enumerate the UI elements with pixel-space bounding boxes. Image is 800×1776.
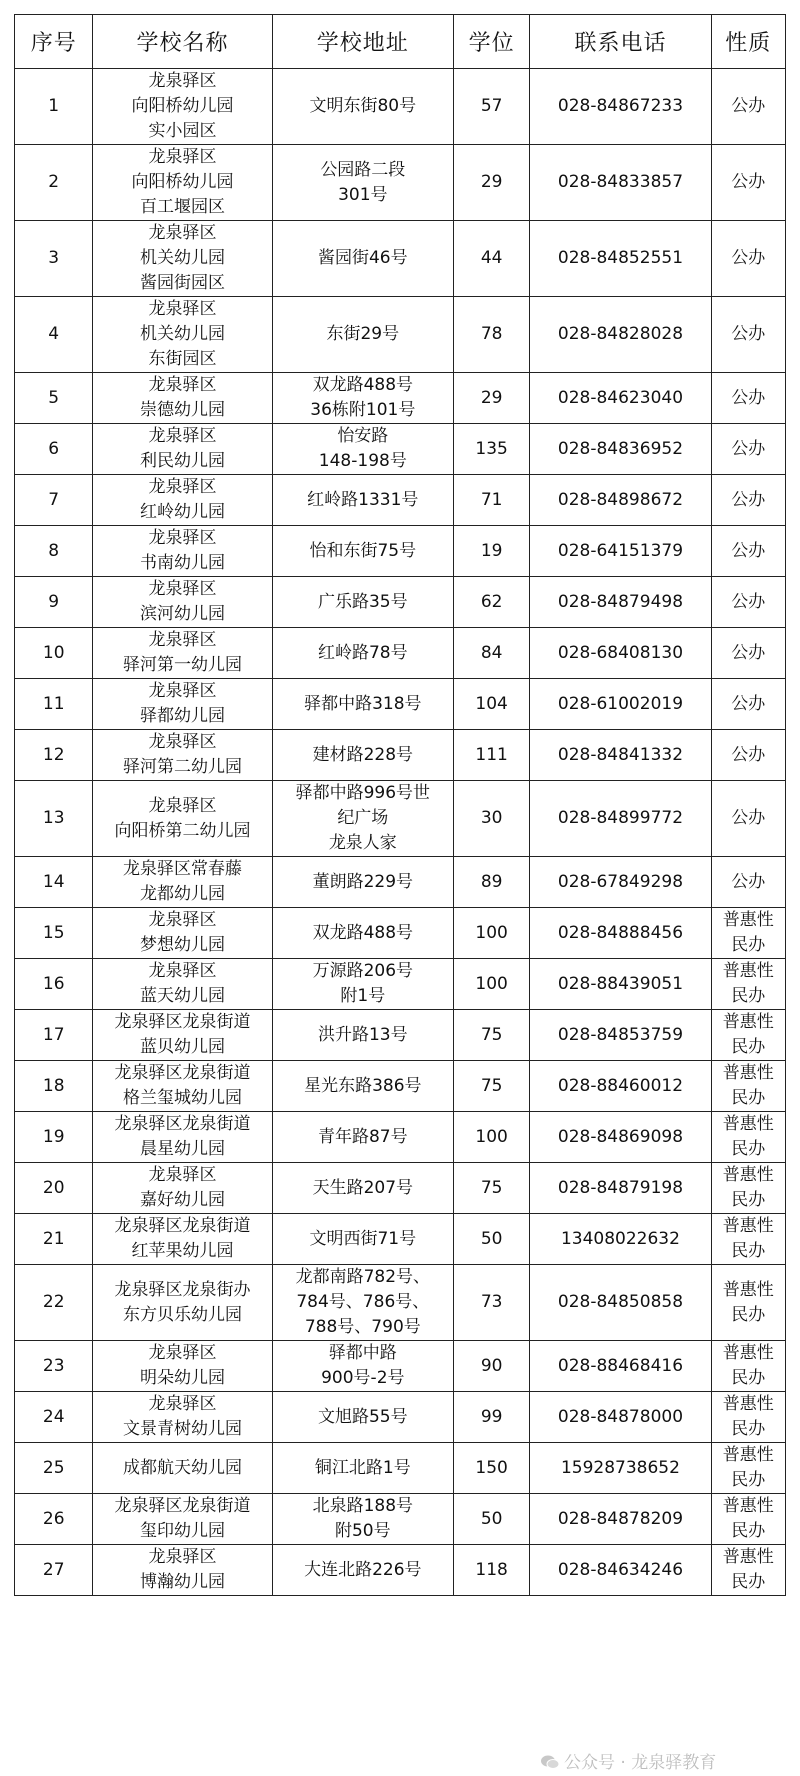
- cell-type: 公办: [711, 730, 785, 781]
- cell-type: 公办: [711, 297, 785, 373]
- cell-seats: 100: [453, 1112, 529, 1163]
- cell-phone: 028-88468416: [530, 1341, 711, 1392]
- cell-no: 5: [15, 373, 93, 424]
- cell-name: 龙泉驿区 驿都幼儿园: [93, 679, 272, 730]
- cell-name: 龙泉驿区 向阳桥幼儿园 实小园区: [93, 69, 272, 145]
- cell-type: 普惠性 民办: [711, 1494, 785, 1545]
- cell-seats: 50: [453, 1494, 529, 1545]
- cell-no: 3: [15, 221, 93, 297]
- cell-name: 龙泉驿区 嘉好幼儿园: [93, 1163, 272, 1214]
- cell-seats: 44: [453, 221, 529, 297]
- cell-no: 17: [15, 1010, 93, 1061]
- cell-phone: 15928738652: [530, 1443, 711, 1494]
- table-row: [15, 424, 786, 475]
- cell-name: 龙泉驿区 崇德幼儿园: [93, 373, 272, 424]
- cell-phone: 028-67849298: [530, 857, 711, 908]
- header-phone: 联系电话: [530, 15, 711, 69]
- cell-address: 怡安路 148-198号: [272, 424, 453, 475]
- cell-name: 龙泉驿区龙泉街道 格兰玺城幼儿园: [93, 1061, 272, 1112]
- cell-address: 怡和东街75号: [272, 526, 453, 577]
- cell-address: 文旭路55号: [272, 1392, 453, 1443]
- cell-seats: 75: [453, 1163, 529, 1214]
- cell-type: 普惠性 民办: [711, 1214, 785, 1265]
- cell-seats: 118: [453, 1545, 529, 1596]
- cell-address: 文明西街71号: [272, 1214, 453, 1265]
- table-row: [15, 1443, 786, 1494]
- cell-type: 公办: [711, 857, 785, 908]
- cell-seats: 150: [453, 1443, 529, 1494]
- cell-seats: 135: [453, 424, 529, 475]
- table-row: [15, 1010, 786, 1061]
- cell-no: 11: [15, 679, 93, 730]
- cell-phone: 028-88439051: [530, 959, 711, 1010]
- cell-phone: 028-64151379: [530, 526, 711, 577]
- table-row: [15, 628, 786, 679]
- cell-phone: 028-84623040: [530, 373, 711, 424]
- cell-address: 万源路206号 附1号: [272, 959, 453, 1010]
- table-row: [15, 526, 786, 577]
- cell-seats: 75: [453, 1010, 529, 1061]
- header-name: 学校名称: [93, 15, 272, 69]
- cell-address: 龙都南路782号、 784号、786号、 788号、790号: [272, 1265, 453, 1341]
- cell-address: 董朗路229号: [272, 857, 453, 908]
- cell-address: 天生路207号: [272, 1163, 453, 1214]
- cell-no: 1: [15, 69, 93, 145]
- table-row: [15, 221, 786, 297]
- table-row: [15, 908, 786, 959]
- cell-name: 龙泉驿区龙泉街办 东方贝乐幼儿园: [93, 1265, 272, 1341]
- watermark-text: 公众号 · 龙泉驿教育: [564, 1753, 717, 1773]
- cell-no: 2: [15, 145, 93, 221]
- cell-type: 公办: [711, 69, 785, 145]
- cell-type: 普惠性 民办: [711, 1163, 785, 1214]
- cell-address: 广乐路35号: [272, 577, 453, 628]
- cell-address: 建材路228号: [272, 730, 453, 781]
- table-row: [15, 781, 786, 857]
- cell-seats: 71: [453, 475, 529, 526]
- cell-seats: 29: [453, 145, 529, 221]
- cell-type: 普惠性 民办: [711, 1061, 785, 1112]
- cell-seats: 100: [453, 908, 529, 959]
- cell-address: 星光东路386号: [272, 1061, 453, 1112]
- cell-type: 普惠性 民办: [711, 959, 785, 1010]
- cell-name: 龙泉驿区 向阳桥幼儿园 百工堰园区: [93, 145, 272, 221]
- cell-address: 双龙路488号 36栋附101号: [272, 373, 453, 424]
- cell-name: 龙泉驿区常春藤 龙都幼儿园: [93, 857, 272, 908]
- cell-seats: 111: [453, 730, 529, 781]
- cell-seats: 19: [453, 526, 529, 577]
- cell-type: 普惠性 民办: [711, 1545, 785, 1596]
- cell-type: 公办: [711, 221, 785, 297]
- cell-seats: 78: [453, 297, 529, 373]
- table-row: [15, 679, 786, 730]
- cell-phone: 028-84853759: [530, 1010, 711, 1061]
- cell-seats: 100: [453, 959, 529, 1010]
- cell-name: 龙泉驿区龙泉街道 蓝贝幼儿园: [93, 1010, 272, 1061]
- cell-seats: 57: [453, 69, 529, 145]
- cell-address: 红岭路1331号: [272, 475, 453, 526]
- cell-phone: 028-84899772: [530, 781, 711, 857]
- cell-type: 普惠性 民办: [711, 908, 785, 959]
- cell-name: 龙泉驿区 文景青树幼儿园: [93, 1392, 272, 1443]
- cell-phone: 028-84828028: [530, 297, 711, 373]
- cell-seats: 104: [453, 679, 529, 730]
- cell-name: 龙泉驿区 机关幼儿园 东街园区: [93, 297, 272, 373]
- table-row: [15, 1392, 786, 1443]
- table-row: [15, 1112, 786, 1163]
- cell-phone: 028-84867233: [530, 69, 711, 145]
- cell-name: 龙泉驿区 机关幼儿园 酱园街园区: [93, 221, 272, 297]
- cell-phone: 028-84878000: [530, 1392, 711, 1443]
- cell-no: 23: [15, 1341, 93, 1392]
- table-row: [15, 145, 786, 221]
- header-row: [15, 15, 786, 69]
- cell-phone: 028-84879498: [530, 577, 711, 628]
- cell-seats: 73: [453, 1265, 529, 1341]
- cell-no: 27: [15, 1545, 93, 1596]
- cell-phone: 028-88460012: [530, 1061, 711, 1112]
- table-row: [15, 1494, 786, 1545]
- table-row: [15, 1545, 786, 1596]
- table-row: [15, 1061, 786, 1112]
- cell-no: 20: [15, 1163, 93, 1214]
- cell-name: 龙泉驿区 蓝天幼儿园: [93, 959, 272, 1010]
- cell-name: 龙泉驿区 利民幼儿园: [93, 424, 272, 475]
- cell-no: 22: [15, 1265, 93, 1341]
- wechat-icon: [540, 1754, 560, 1770]
- table-row: [15, 959, 786, 1010]
- cell-phone: 028-84869098: [530, 1112, 711, 1163]
- cell-seats: 99: [453, 1392, 529, 1443]
- cell-type: 公办: [711, 526, 785, 577]
- header-address: 学校地址: [272, 15, 453, 69]
- cell-name: 龙泉驿区 明朵幼儿园: [93, 1341, 272, 1392]
- cell-no: 14: [15, 857, 93, 908]
- cell-type: 公办: [711, 679, 785, 730]
- cell-no: 26: [15, 1494, 93, 1545]
- table-row: [15, 297, 786, 373]
- cell-name: 龙泉驿区 书南幼儿园: [93, 526, 272, 577]
- cell-type: 普惠性 民办: [711, 1265, 785, 1341]
- cell-no: 25: [15, 1443, 93, 1494]
- cell-name: 龙泉驿区 滨河幼儿园: [93, 577, 272, 628]
- cell-seats: 62: [453, 577, 529, 628]
- cell-phone: 028-84898672: [530, 475, 711, 526]
- cell-address: 东街29号: [272, 297, 453, 373]
- cell-name: 龙泉驿区 驿河第一幼儿园: [93, 628, 272, 679]
- cell-phone: 028-68408130: [530, 628, 711, 679]
- cell-type: 普惠性 民办: [711, 1010, 785, 1061]
- cell-no: 8: [15, 526, 93, 577]
- table-row: [15, 69, 786, 145]
- cell-no: 19: [15, 1112, 93, 1163]
- table-row: [15, 1341, 786, 1392]
- cell-seats: 84: [453, 628, 529, 679]
- cell-no: 15: [15, 908, 93, 959]
- cell-seats: 75: [453, 1061, 529, 1112]
- cell-type: 公办: [711, 145, 785, 221]
- cell-type: 公办: [711, 475, 785, 526]
- cell-name: 龙泉驿区 博瀚幼儿园: [93, 1545, 272, 1596]
- cell-name: 龙泉驿区龙泉街道 玺印幼儿园: [93, 1494, 272, 1545]
- header-no: 序号: [15, 15, 93, 69]
- cell-phone: 028-61002019: [530, 679, 711, 730]
- cell-address: 驿都中路318号: [272, 679, 453, 730]
- cell-no: 13: [15, 781, 93, 857]
- cell-address: 洪升路13号: [272, 1010, 453, 1061]
- cell-seats: 30: [453, 781, 529, 857]
- cell-no: 7: [15, 475, 93, 526]
- cell-type: 公办: [711, 373, 785, 424]
- cell-type: 普惠性 民办: [711, 1443, 785, 1494]
- cell-no: 16: [15, 959, 93, 1010]
- cell-name: 龙泉驿区龙泉街道 晨星幼儿园: [93, 1112, 272, 1163]
- cell-address: 大连北路226号: [272, 1545, 453, 1596]
- cell-no: 24: [15, 1392, 93, 1443]
- cell-type: 公办: [711, 628, 785, 679]
- cell-name: 龙泉驿区 驿河第二幼儿园: [93, 730, 272, 781]
- cell-type: 普惠性 民办: [711, 1112, 785, 1163]
- cell-address: 双龙路488号: [272, 908, 453, 959]
- cell-no: 4: [15, 297, 93, 373]
- cell-type: 公办: [711, 577, 785, 628]
- table-row: [15, 1214, 786, 1265]
- table-row: [15, 857, 786, 908]
- cell-phone: 028-84888456: [530, 908, 711, 959]
- cell-phone: 13408022632: [530, 1214, 711, 1265]
- cell-no: 12: [15, 730, 93, 781]
- cell-no: 18: [15, 1061, 93, 1112]
- cell-phone: 028-84879198: [530, 1163, 711, 1214]
- cell-address: 公园路二段 301号: [272, 145, 453, 221]
- cell-no: 9: [15, 577, 93, 628]
- cell-address: 驿都中路 900号-2号: [272, 1341, 453, 1392]
- watermark: [540, 1748, 716, 1773]
- table-row: [15, 577, 786, 628]
- cell-seats: 50: [453, 1214, 529, 1265]
- cell-seats: 29: [453, 373, 529, 424]
- cell-phone: 028-84878209: [530, 1494, 711, 1545]
- header-type: 性质: [711, 15, 785, 69]
- cell-address: 青年路87号: [272, 1112, 453, 1163]
- cell-phone: 028-84836952: [530, 424, 711, 475]
- cell-address: 酱园街46号: [272, 221, 453, 297]
- cell-address: 驿都中路996号世 纪广场 龙泉人家: [272, 781, 453, 857]
- cell-phone: 028-84634246: [530, 1545, 711, 1596]
- table-row: [15, 730, 786, 781]
- cell-seats: 89: [453, 857, 529, 908]
- table-row: [15, 1265, 786, 1341]
- cell-type: 普惠性 民办: [711, 1392, 785, 1443]
- cell-phone: 028-84852551: [530, 221, 711, 297]
- cell-name: 龙泉驿区龙泉街道 红苹果幼儿园: [93, 1214, 272, 1265]
- header-seats: 学位: [453, 15, 529, 69]
- cell-address: 北泉路188号 附50号: [272, 1494, 453, 1545]
- cell-phone: 028-84841332: [530, 730, 711, 781]
- cell-type: 公办: [711, 781, 785, 857]
- cell-no: 21: [15, 1214, 93, 1265]
- cell-address: 铜江北路1号: [272, 1443, 453, 1494]
- table-row: [15, 373, 786, 424]
- cell-seats: 90: [453, 1341, 529, 1392]
- cell-type: 公办: [711, 424, 785, 475]
- cell-address: 文明东街80号: [272, 69, 453, 145]
- cell-name: 龙泉驿区 梦想幼儿园: [93, 908, 272, 959]
- cell-name: 成都航天幼儿园: [93, 1443, 272, 1494]
- cell-address: 红岭路78号: [272, 628, 453, 679]
- cell-phone: 028-84833857: [530, 145, 711, 221]
- kindergarten-table: [14, 14, 786, 1596]
- cell-phone: 028-84850858: [530, 1265, 711, 1341]
- cell-type: 普惠性 民办: [711, 1341, 785, 1392]
- cell-no: 6: [15, 424, 93, 475]
- cell-no: 10: [15, 628, 93, 679]
- table-row: [15, 475, 786, 526]
- cell-name: 龙泉驿区 红岭幼儿园: [93, 475, 272, 526]
- table-row: [15, 1163, 786, 1214]
- cell-name: 龙泉驿区 向阳桥第二幼儿园: [93, 781, 272, 857]
